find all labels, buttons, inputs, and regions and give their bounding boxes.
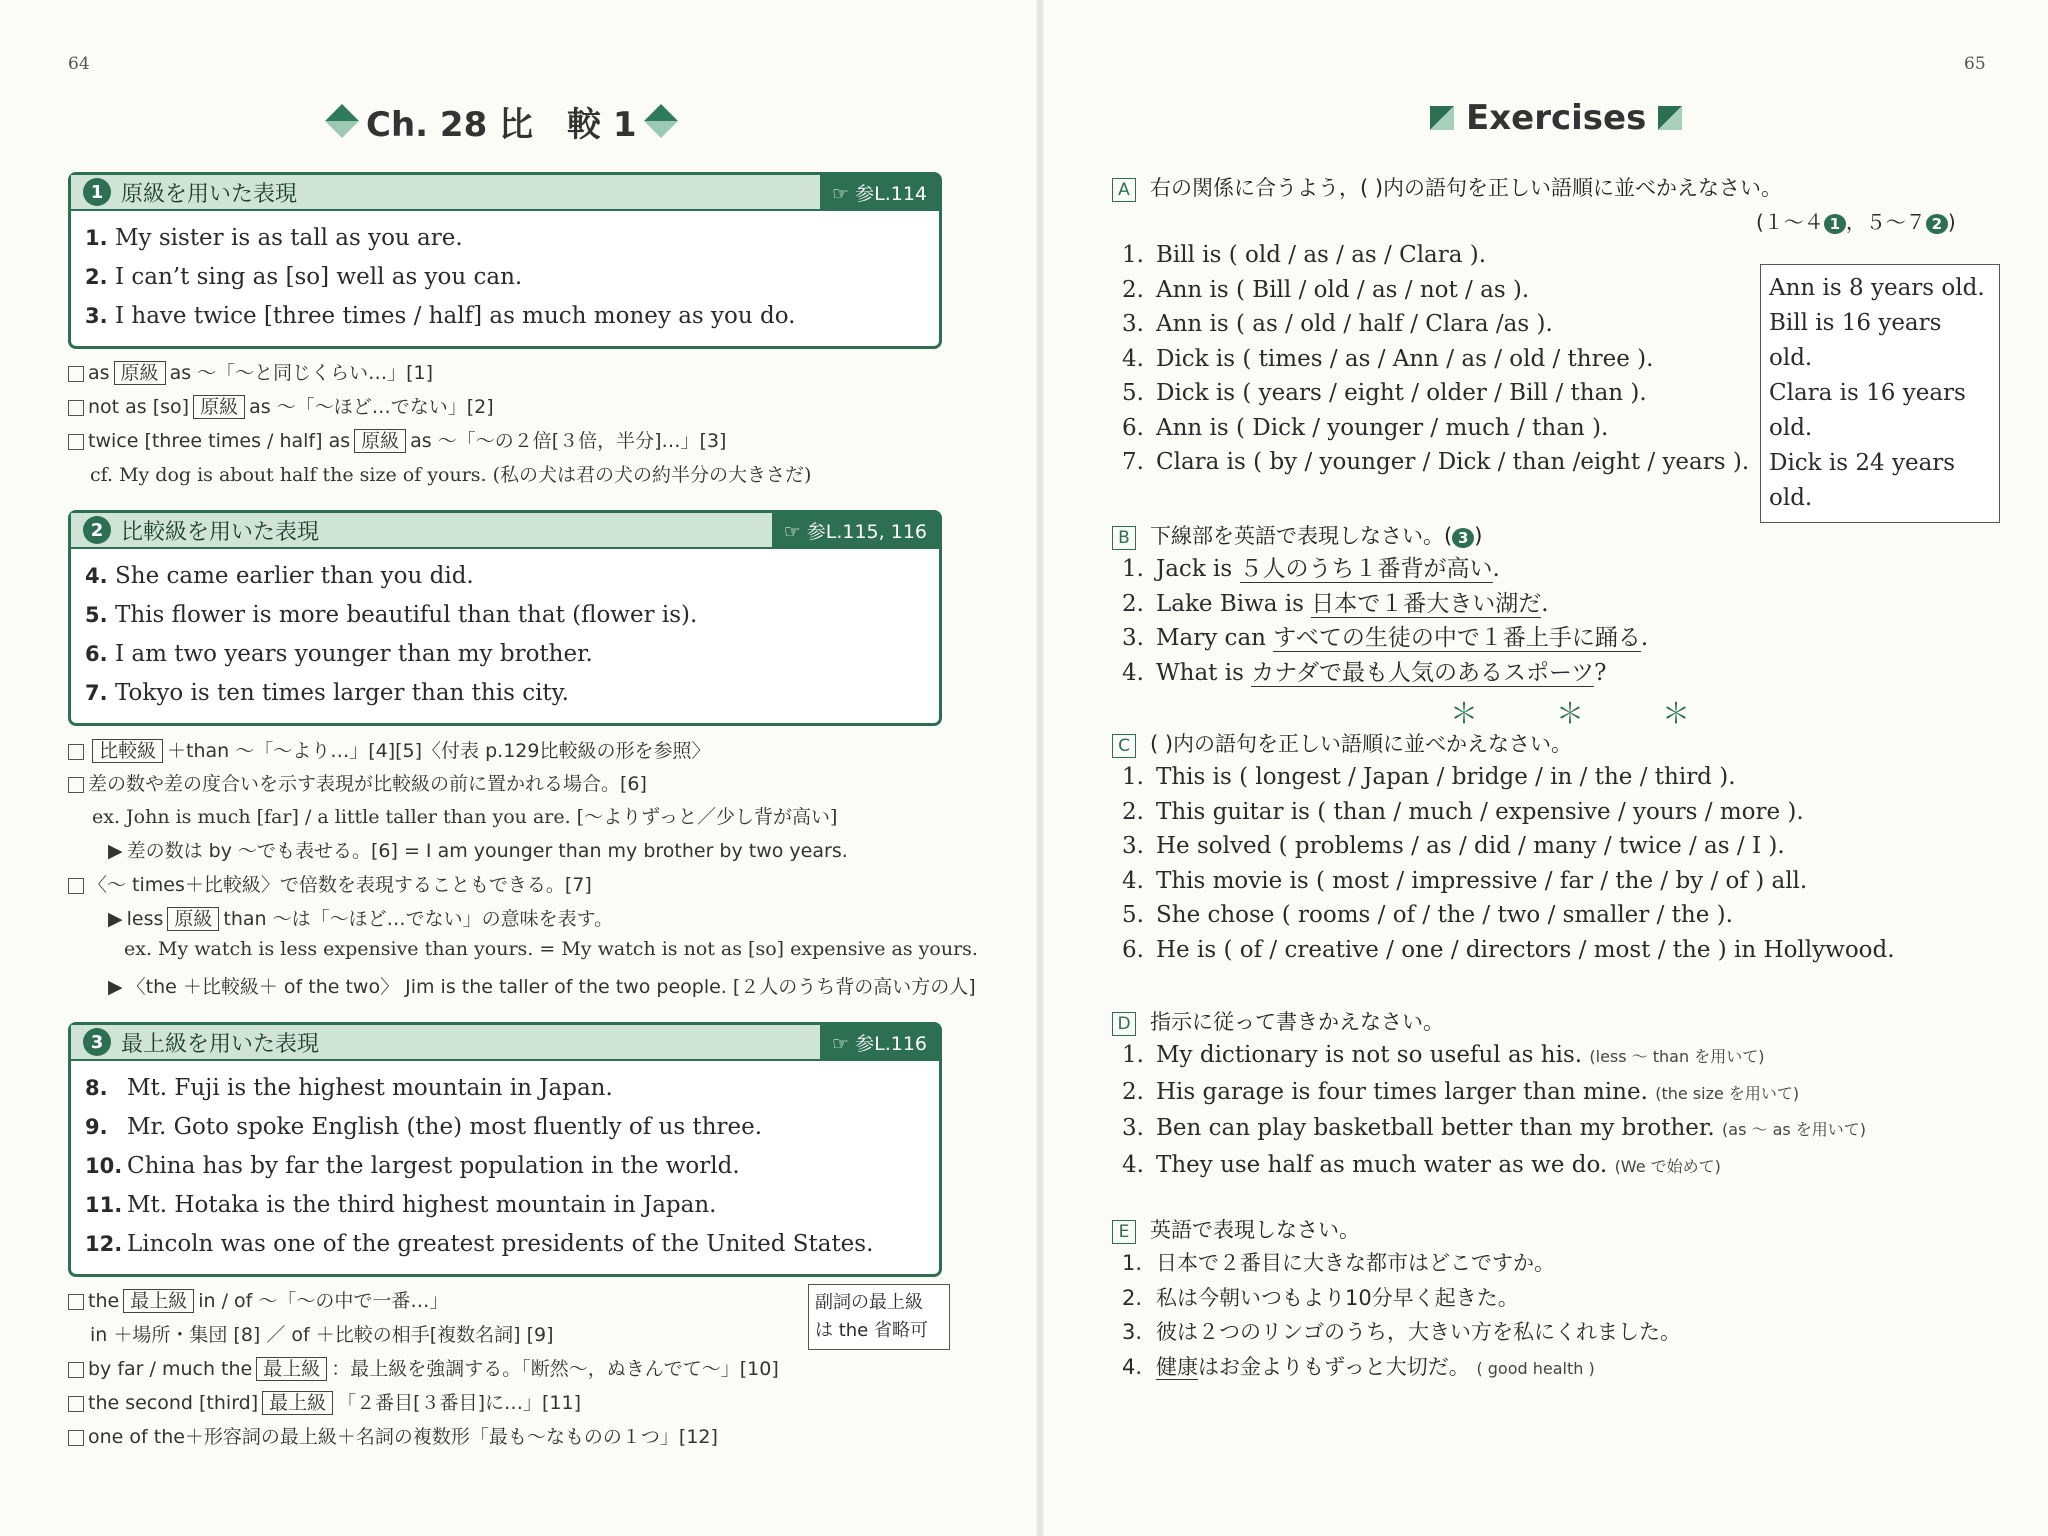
example-sentence [85, 1108, 925, 1147]
exercise-c-list [1122, 760, 1895, 967]
exercise-e-instruction [1112, 1214, 1360, 1244]
grammar-box: 原級 [114, 361, 166, 385]
exercise-range [1756, 206, 1956, 235]
example-sentence [85, 219, 925, 258]
exercise-item [1122, 273, 1749, 308]
square-icon [1430, 106, 1454, 130]
section-header [71, 1025, 939, 1061]
item-number: 3. [1122, 1320, 1143, 1344]
item-number: 5. [1122, 902, 1144, 928]
exercise-item [1122, 376, 1749, 411]
page-number-left: 64 [68, 54, 90, 74]
item-text: His garage is four times larger than mine. [1156, 1078, 1648, 1105]
item-number: 4. [1122, 345, 1144, 372]
section-title: 原級を用いた表現 [121, 181, 298, 207]
note-text: as ～「～の２倍[３倍，半分]…」[3] [410, 430, 727, 452]
asterisk-icon: ＊ [1661, 697, 1690, 730]
item-text: They use half as much water as we do. [1156, 1151, 1608, 1178]
exercise-item [1122, 760, 1895, 795]
item-number: 1. [1122, 1251, 1143, 1275]
note-line [108, 836, 848, 863]
item-text: . [1541, 590, 1549, 617]
item-number: 4. [1122, 867, 1144, 894]
note-line [68, 870, 592, 897]
example-text: Mr. Goto spoke English (the) most fluently of us three. [127, 1114, 763, 1140]
exercise-item [1122, 1148, 1866, 1185]
instruction-text: 英語で表現しなさい。 [1150, 1218, 1360, 1242]
note-line [68, 392, 494, 419]
example-text: Tokyo is ten times larger than this city. [115, 680, 569, 706]
underlined-text: ５人のうち１番背が高い [1239, 556, 1493, 582]
item-number: 4. [1122, 1151, 1144, 1178]
section-examples [71, 1061, 939, 1274]
item-text: Dick is ( years / eight / older / Bill / than ). [1156, 380, 1647, 406]
note-line [68, 1422, 718, 1449]
section-header [71, 513, 939, 549]
note-text: the second [third] [88, 1392, 259, 1414]
item-hint: ( good health ) [1476, 1358, 1595, 1378]
item-hint: (as ～ as を用いて) [1722, 1120, 1867, 1139]
triangle-bullet-icon: ▶ [108, 908, 123, 930]
age-line: Ann is 8 years old. [1769, 275, 1985, 301]
item-hint: (the size を用いて) [1655, 1083, 1800, 1103]
note-text: as [88, 362, 110, 384]
section-header [71, 175, 939, 211]
exercises-title [1430, 98, 1682, 138]
note-text: the [88, 1290, 120, 1312]
instruction-text: 指示に従って書きかえなさい。 [1150, 1010, 1444, 1034]
grammar-box: 最上級 [256, 1357, 327, 1381]
exercise-d-instruction [1112, 1006, 1444, 1036]
item-text: He solved ( problems / as / did / many / twice / as / I ). [1156, 833, 1785, 859]
item-text: Ann is ( Dick / younger / much / than ). [1156, 414, 1609, 441]
exercise-item [1122, 1075, 1866, 1112]
item-number: 4. [1122, 1354, 1143, 1379]
exercise-item [1122, 587, 1648, 622]
range-badge: 1 [1824, 214, 1846, 234]
example-text: She came earlier than you did. [115, 563, 474, 589]
note-line [68, 1286, 448, 1313]
exercise-item [1122, 829, 1895, 864]
note-line [108, 972, 976, 999]
item-number: 2. [1122, 798, 1144, 825]
example-sentence [85, 596, 925, 635]
section-letter-a: A [1112, 178, 1136, 202]
example-text: Lincoln was one of the greatest presidents of the United States. [127, 1231, 874, 1257]
grammar-box: 最上級 [262, 1391, 333, 1415]
item-number: 3. [1122, 311, 1144, 337]
note-line [108, 904, 613, 931]
note-text: not as [so] [88, 396, 190, 418]
exercise-item [1122, 238, 1749, 273]
section-examples [71, 211, 939, 346]
note-line: cf. My dog is about half the size of yours. (私の犬は君の犬の約半分の大きさだ) [90, 464, 812, 486]
asterisk-icon: ＊ [1555, 697, 1584, 730]
item-number: 3. [1122, 833, 1144, 859]
section-number-badge: 3 [83, 1028, 111, 1056]
item-number: 3. [1122, 1115, 1144, 1141]
exercise-a-list [1122, 238, 1749, 480]
example-number: 4. [85, 564, 108, 588]
exercise-d-list [1122, 1038, 1866, 1184]
note-text: by far / much the [88, 1358, 253, 1380]
example-number: 9. [85, 1115, 108, 1139]
example-number: 1. [85, 226, 108, 250]
exercise-b-instruction [1112, 520, 1482, 550]
page-number-right: 65 [1964, 54, 1986, 74]
exercise-item [1122, 621, 1648, 656]
instruction-text: ) [1474, 524, 1483, 548]
item-number: 6. [1122, 414, 1144, 441]
item-text: . [1492, 556, 1500, 582]
item-text: This guitar is ( than / much / expensive / yours / more ). [1156, 798, 1804, 825]
exercise-item [1122, 1246, 1681, 1281]
note-text: one of the＋形容詞の最上級＋名詞の複数形「最も～なものの１つ」[12] [88, 1426, 718, 1448]
chapter-title-text: Ch. 28 比 較 1 [366, 104, 637, 145]
instruction-text: 下線部を英語で表現しなさい。( [1150, 524, 1453, 548]
item-text: . [1640, 625, 1649, 651]
section-number-badge: 2 [83, 516, 111, 544]
item-text: This is ( longest / Japan / bridge / in / the / third ). [1156, 764, 1736, 790]
item-text: Ben can play basketball better than my brother. [1156, 1115, 1715, 1141]
example-number: 3. [85, 304, 108, 328]
example-number: 5. [85, 603, 108, 627]
item-number: 2. [1122, 590, 1144, 617]
checkbox-icon [68, 1430, 84, 1446]
grammar-box: 最上級 [123, 1289, 194, 1313]
section-letter-b: B [1112, 526, 1136, 550]
underlined-text: 日本で１番大きい湖だ [1311, 590, 1542, 617]
note-line [68, 358, 433, 385]
item-hint: (We で始めて) [1614, 1156, 1721, 1176]
exercises-title-text: Exercises [1466, 98, 1647, 138]
exercise-item [1122, 898, 1895, 933]
example-sentence [85, 1147, 925, 1186]
section-title: 最上級を用いた表現 [121, 1031, 320, 1057]
example-sentence [85, 1069, 925, 1108]
note-line: ex. My watch is less expensive than yours. = My watch is not as [so] expensive as yours. [124, 938, 978, 960]
exercise-item [1122, 552, 1648, 587]
note-text: 〈～ times＋比較級〉で倍数を表現することもできる。[7] [88, 874, 592, 896]
age-line: Clara is 16 years old. [1769, 380, 1966, 441]
grammar-box: 原級 [167, 907, 219, 931]
section-number-badge: 1 [83, 178, 111, 206]
checkbox-icon [68, 434, 84, 450]
item-number: 2. [1122, 1285, 1143, 1310]
checkbox-icon [68, 1396, 84, 1412]
example-sentence [85, 674, 925, 713]
item-text: Ann is ( as / old / half / Clara /as ). [1156, 311, 1553, 337]
range-text: (１～４ [1756, 210, 1824, 234]
side-note-line: は the 省略可 [815, 1320, 928, 1341]
item-text: はお金よりもずっと大切だ。 [1198, 1354, 1470, 1379]
section-title: 比較級を用いた表現 [121, 519, 320, 545]
example-number: 11. [85, 1193, 123, 1217]
example-text: China has by far the largest population in the world. [127, 1153, 740, 1179]
exercise-item [1122, 1315, 1681, 1350]
example-sentence [85, 635, 925, 674]
underlined-text: すべての生徒の中で１番上手に踊る [1273, 625, 1641, 651]
item-text: Mary can [1156, 625, 1274, 651]
example-sentence [85, 258, 925, 297]
item-number: 1. [1122, 1042, 1144, 1068]
item-text: Jack is [1156, 556, 1240, 582]
note-text: twice [three times / half] as [88, 430, 351, 452]
exercise-item [1122, 1350, 1681, 1387]
grammar-box: 原級 [193, 395, 245, 419]
range-text: ，５～７ [1845, 210, 1926, 234]
item-text: ? [1594, 659, 1607, 686]
example-text: This flower is more beautiful than that (flower is). [115, 602, 698, 628]
exercise-item [1122, 656, 1648, 691]
item-number: 3. [1122, 625, 1144, 651]
example-number: 7. [85, 681, 108, 705]
exercise-item [1122, 1111, 1866, 1148]
checkbox-icon [68, 1294, 84, 1310]
exercise-e-list [1122, 1246, 1681, 1386]
exercise-item [1122, 342, 1749, 377]
item-text: 日本で２番目に大きな都市はどこですか。 [1156, 1251, 1555, 1275]
exercise-item [1122, 307, 1749, 342]
divider-stars [1450, 692, 1690, 732]
underlined-text: カナダで最も人気のあるスポーツ [1251, 659, 1595, 686]
example-number: 12. [85, 1232, 123, 1256]
note-line: in ＋場所・集団 [8] ／ of ＋比較の相手[複数名詞] [9] [90, 1324, 554, 1346]
item-hint: (less ～ than を用いて) [1589, 1047, 1765, 1066]
exercise-item [1122, 933, 1895, 968]
note-line [68, 426, 726, 453]
note-line [68, 769, 647, 796]
example-text: Mt. Fuji is the highest mountain in Japan. [127, 1075, 613, 1101]
item-text: 私は今朝いつもより10分早く起きた。 [1156, 1285, 1519, 1310]
item-number: 2. [1122, 276, 1144, 303]
note-text: than ～は「～ほど…でない」の意味を表す。 [223, 908, 614, 930]
instruction-text: 右の関係に合うよう，( )内の語句を正しい語順に並べかえなさい。 [1150, 176, 1783, 200]
chapter-title [330, 96, 710, 146]
note-text: 「２番目[３番目]に…」[11] [337, 1392, 581, 1414]
diamond-icon [644, 104, 678, 138]
item-number: 1. [1122, 242, 1144, 268]
section-box-1 [68, 172, 942, 349]
exercise-item [1122, 795, 1895, 830]
example-text: I have twice [three times / half] as much money as you do. [115, 303, 796, 329]
item-number: 5. [1122, 380, 1144, 406]
item-text: My dictionary is not so useful as his. [1156, 1042, 1583, 1068]
example-sentence [85, 1186, 925, 1225]
side-note-box [808, 1284, 950, 1350]
range-badge: 2 [1926, 214, 1948, 234]
note-text: 差の数や差の度合いを示す表現が比較級の前に置かれる場合。[6] [88, 773, 647, 795]
reference-tag: ☞ 参L.114 [820, 175, 939, 209]
diamond-icon [325, 104, 359, 138]
note-text: as ～「～ほど…でない」[2] [249, 396, 494, 418]
note-text: ：最上級を強調する。「断然～，ぬきんでて～」[10] [331, 1358, 779, 1380]
asterisk-icon: ＊ [1450, 697, 1479, 730]
checkbox-icon [68, 1362, 84, 1378]
item-number: 4. [1122, 659, 1144, 686]
age-line: Dick is 24 years old. [1769, 450, 1956, 511]
grammar-box: 比較級 [92, 739, 163, 763]
example-number: 2. [85, 265, 108, 289]
example-sentence [85, 557, 925, 596]
exercise-c-instruction [1112, 728, 1572, 758]
range-badge: 3 [1452, 528, 1474, 548]
item-number: 1. [1122, 556, 1144, 582]
checkbox-icon [68, 878, 84, 894]
instruction-text: ( )内の語句を正しい語順に並べかえなさい。 [1150, 732, 1573, 756]
side-note-line: 副詞の最上級 [815, 1292, 923, 1313]
exercise-a-instruction [1112, 172, 1782, 202]
age-info-box [1760, 264, 2000, 523]
note-text: as ～「～と同じくらい…」[1] [169, 362, 434, 384]
checkbox-icon [68, 366, 84, 382]
exercise-item [1122, 1038, 1866, 1075]
section-letter-c: C [1112, 734, 1136, 758]
square-icon [1658, 106, 1682, 130]
example-text: Mt. Hotaka is the third highest mountain in Japan. [127, 1192, 717, 1218]
item-text: He is ( of / creative / one / directors / most / the ) in Hollywood. [1156, 936, 1895, 963]
grammar-box: 原級 [354, 429, 406, 453]
checkbox-icon [68, 400, 84, 416]
note-text: in / of ～「～の中で一番…」 [198, 1290, 449, 1312]
item-number: 2. [1122, 1078, 1144, 1105]
note-line [68, 1354, 779, 1381]
section-letter-d: D [1112, 1012, 1136, 1036]
section-box-3 [68, 1022, 942, 1277]
example-text: I am two years younger than my brother. [115, 641, 593, 667]
underlined-text: 健康 [1156, 1354, 1198, 1379]
exercise-item [1122, 1281, 1681, 1316]
example-number: 10. [85, 1154, 123, 1178]
reference-tag: ☞ 参L.115, 116 [772, 513, 939, 547]
triangle-bullet-icon: ▶ [108, 976, 123, 998]
note-line [68, 736, 710, 763]
item-text: Lake Biwa is [1156, 590, 1312, 617]
item-number: 7. [1122, 449, 1144, 475]
age-line: Bill is 16 years old. [1769, 310, 1942, 371]
section-box-2 [68, 510, 942, 726]
note-text: 〈the ＋比較級＋ of the two〉 Jim is the taller of the two people. [２人のうち背の高い方の人] [126, 976, 976, 998]
item-text: Bill is ( old / as / as / Clara ). [1156, 242, 1487, 268]
exercise-b-list [1122, 552, 1648, 690]
example-sentence [85, 1225, 925, 1264]
item-text: Dick is ( times / as / Ann / as / old / three ). [1156, 345, 1654, 372]
section-examples [71, 549, 939, 723]
example-sentence [85, 297, 925, 336]
item-text: She chose ( rooms / of / the / two / smaller / the ). [1156, 902, 1733, 928]
example-number: 8. [85, 1076, 108, 1100]
example-text: My sister is as tall as you are. [115, 225, 463, 251]
item-text: 彼は２つのリンゴのうち，大きい方を私にくれました。 [1156, 1320, 1681, 1344]
exercise-item [1122, 864, 1895, 899]
note-line: ex. John is much [far] / a little taller than you are. [～よりずっと／少し背が高い] [92, 806, 838, 828]
item-number: 6. [1122, 936, 1144, 963]
range-text: ) [1947, 210, 1956, 234]
example-text: I can’t sing as [so] well as you can. [115, 264, 523, 290]
triangle-bullet-icon: ▶ [108, 840, 123, 862]
exercise-item [1122, 445, 1749, 480]
section-letter-e: E [1112, 1220, 1136, 1244]
exercise-item [1122, 411, 1749, 446]
reference-tag: ☞ 参L.116 [820, 1025, 939, 1059]
item-text: This movie is ( most / impressive / far / the / by / of ) all. [1156, 867, 1808, 894]
note-text: less [126, 908, 164, 930]
checkbox-icon [68, 744, 84, 760]
note-text: ＋than ～「～より…」[4][5]〈付表 p.129比較級の形を参照〉 [167, 740, 711, 762]
checkbox-icon [68, 777, 84, 793]
item-text: Clara is ( by / younger / Dick / than /eight / years ). [1156, 449, 1750, 475]
item-text: What is [1156, 659, 1252, 686]
note-text: 差の数は by ～でも表せる。[6] = I am younger than my brother by two years. [126, 840, 848, 862]
item-text: Ann is ( Bill / old / as / not / as ). [1156, 276, 1530, 303]
item-number: 1. [1122, 764, 1144, 790]
note-line [68, 1388, 581, 1415]
example-number: 6. [85, 642, 108, 666]
